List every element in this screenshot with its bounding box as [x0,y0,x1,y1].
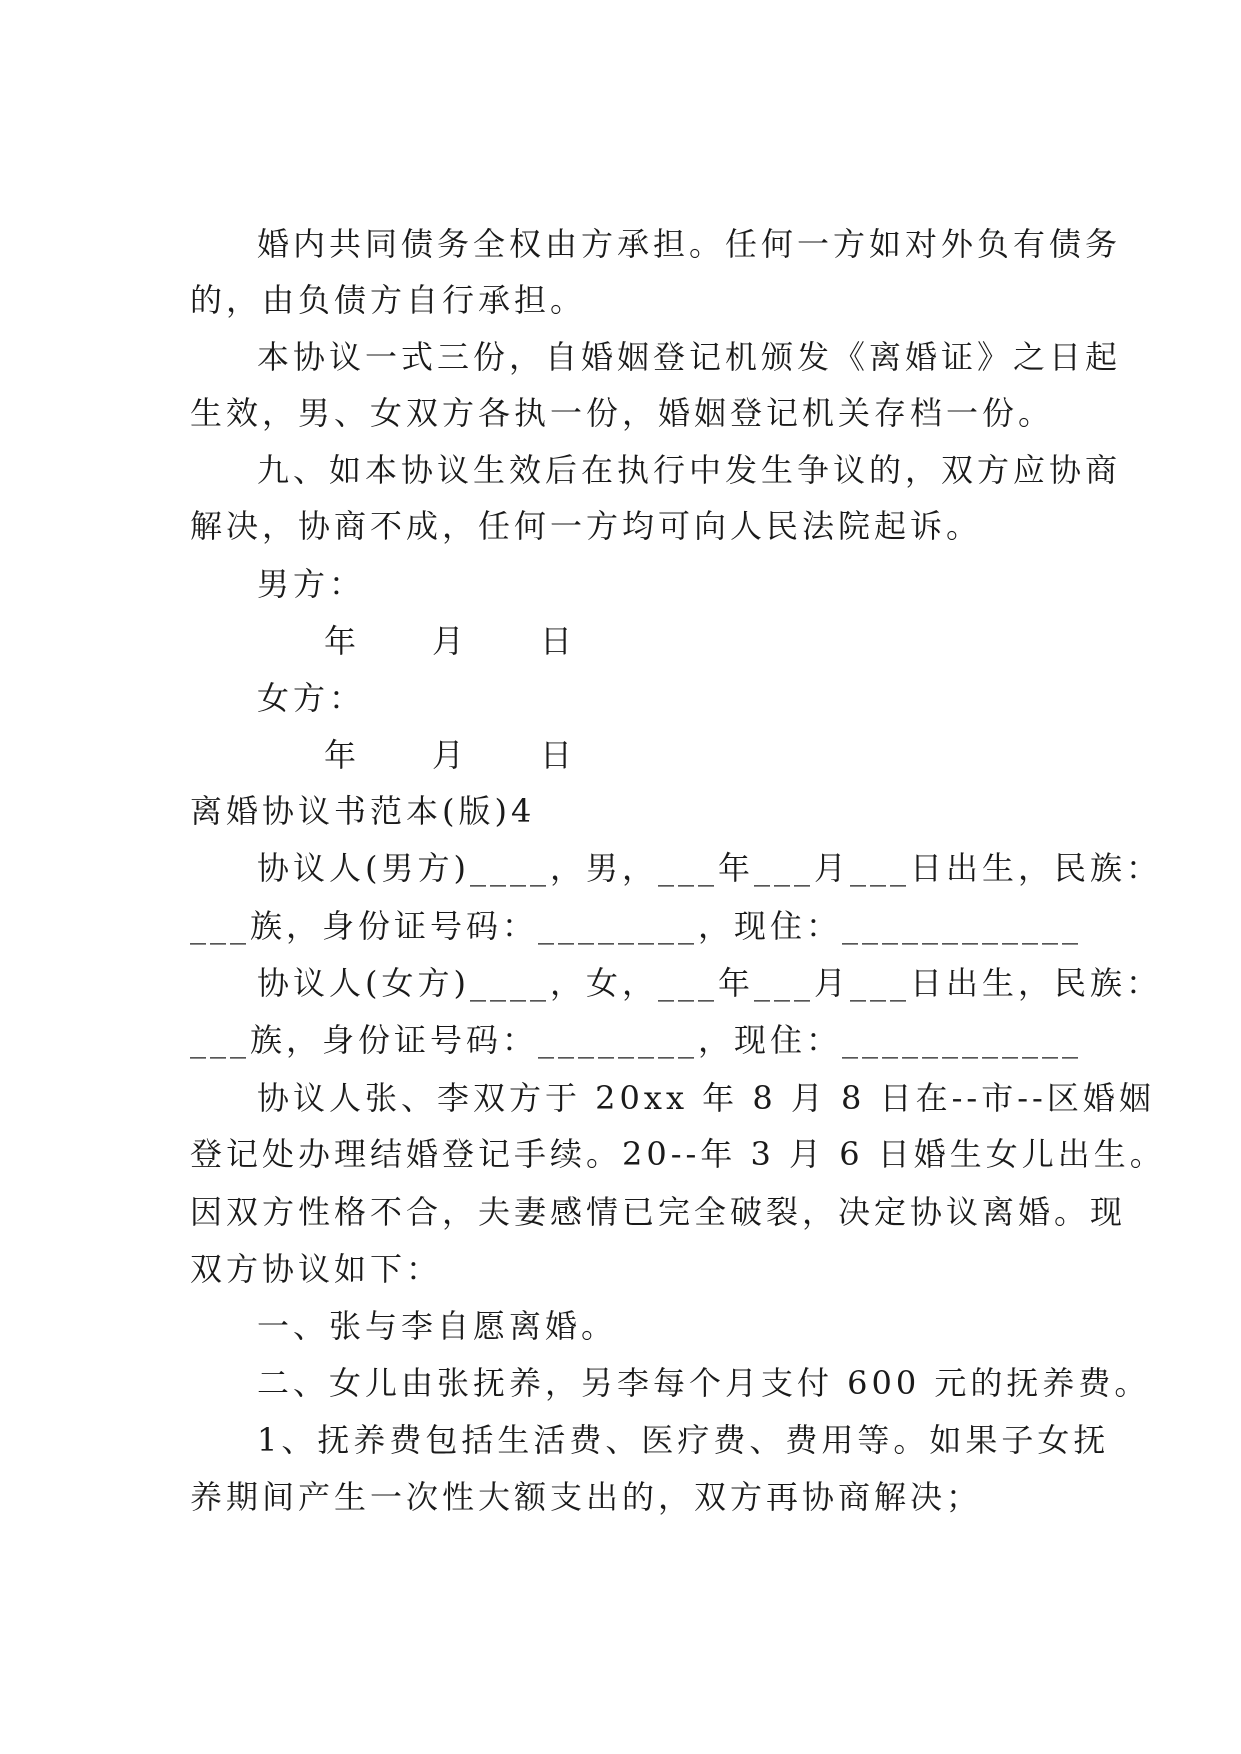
paragraph-line: 解决，协商不成，任何一方均可向人民法院起诉。 [190,507,983,545]
paragraph-line: 九、如本协议生效后在执行中发生争议的，双方应协商 [257,451,1122,489]
section-title: 离婚协议书范本(版)4 [190,792,536,830]
date-placeholder-female: 年 月 日 [324,736,577,774]
paragraph-line: 因双方性格不合，夫妻感情已完全破裂，决定协议离婚。现 [190,1193,1127,1231]
paragraph-line: 协议人(女方)____，女，___年___月___日出生，民族： [257,964,1162,1002]
date-placeholder-male: 年 月 日 [324,622,577,660]
paragraph-line: 协议人张、李双方于 20xx 年 8 月 8 日在--市--区婚姻 [257,1079,1155,1117]
paragraph-line: ___族，身份证号码：________，现住：____________ [190,1021,1083,1059]
paragraph-line: 的，由负债方自行承担。 [190,281,587,319]
paragraph-line: 养期间产生一次性大额支出的，双方再协商解决； [190,1478,983,1516]
paragraph-line: 1、抚养费包括生活费、医疗费、费用等。如果子女抚 [257,1421,1110,1459]
paragraph-line: 协议人(男方)____，男，___年___月___日出生，民族： [257,849,1162,887]
signature-label-male: 男方： [257,565,366,603]
paragraph-line: 一、张与李自愿离婚。 [257,1307,618,1345]
paragraph-line: 生效，男、女双方各执一份，婚姻登记机关存档一份。 [190,394,1055,432]
paragraph-line: 婚内共同债务全权由方承担。任何一方如对外负有债务 [257,225,1122,263]
paragraph-line: 双方协议如下： [190,1250,443,1288]
paragraph-line: 本协议一式三份，自婚姻登记机颁发《离婚证》之日起 [257,338,1122,376]
paragraph-line: 登记处办理结婚登记手续。20--年 3 月 6 日婚生女儿出生。 [190,1135,1166,1173]
signature-label-female: 女方： [257,679,366,717]
paragraph-line: ___族，身份证号码：________，现住：____________ [190,907,1083,945]
paragraph-line: 二、女儿由张抚养，另李每个月支付 600 元的抚养费。 [257,1364,1151,1402]
